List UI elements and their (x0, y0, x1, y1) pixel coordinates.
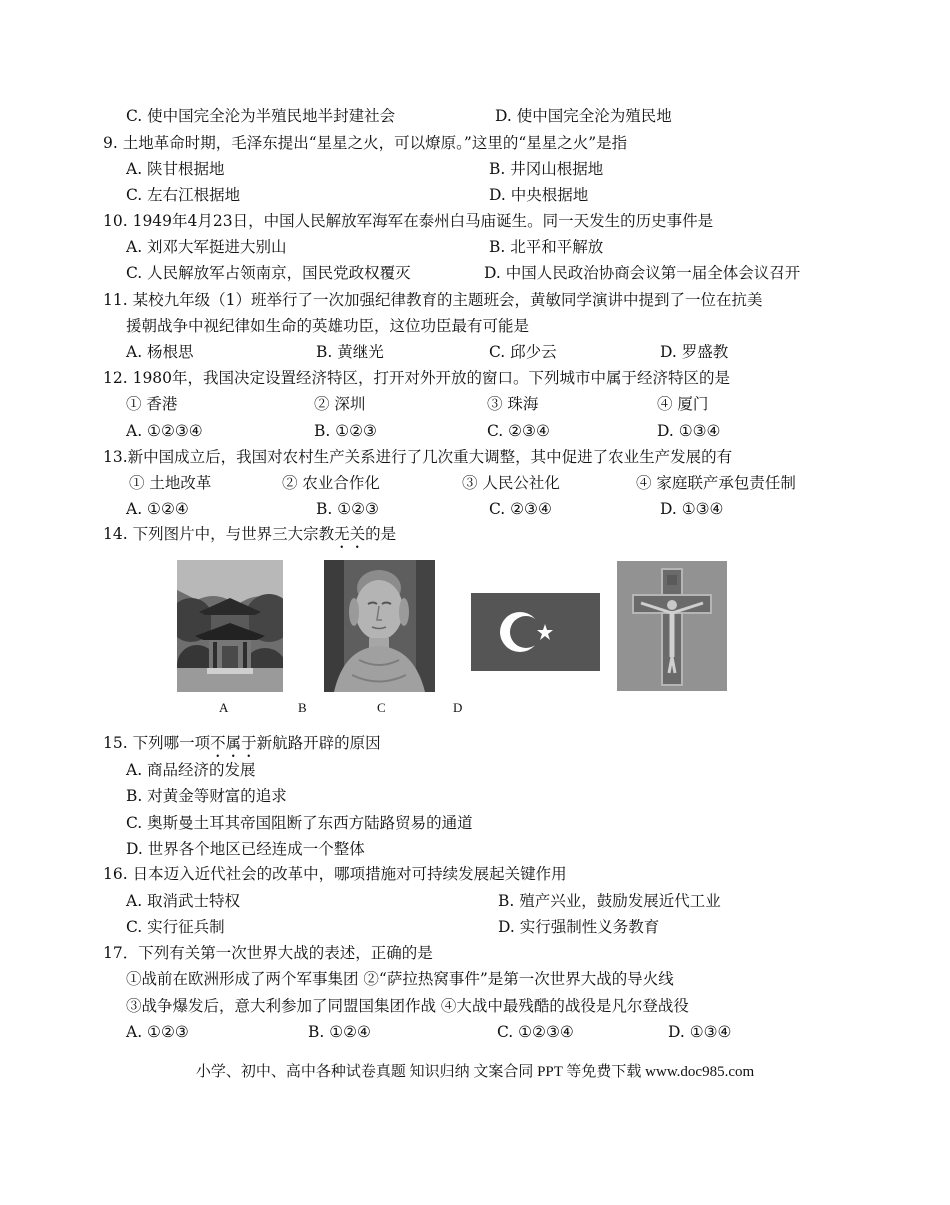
q13-item-3: ③ 人民公社化 (462, 474, 560, 492)
q10-stem: 10. 1949年4月23日，中国人民解放军海军在泰州白马庙诞生。同一天发生的历史事件是 (103, 212, 714, 230)
q17-option-c: C. ①②③④ (497, 1023, 574, 1041)
q9-option-b: B. 井冈山根据地 (489, 160, 604, 178)
q9-stem: 9. 土地革命时期，毛泽东提出“星星之火，可以燎原。”这里的“星星之火”是指 (103, 134, 628, 152)
q16-option-c: C. 实行征兵制 (126, 918, 225, 936)
q11-option-a: A. 杨根思 (126, 343, 194, 361)
q9-option-c: C. 左右江根据地 (126, 186, 241, 204)
q11-option-b: B. 黄继光 (316, 343, 384, 361)
q12-option-c: C. ②③④ (487, 422, 550, 440)
page-footer: 小学、初中、高中各种试卷真题 知识归纳 文案合同 PPT 等免费下载 www.doc985.com (195, 1064, 755, 1080)
q14-stem-post: 的是 (365, 525, 397, 543)
q16-option-b: B. 殖产兴业，鼓励发展近代工业 (498, 892, 721, 910)
q13-item-4: ④ 家庭联产承包责任制 (636, 474, 796, 492)
q15-option-b: B. 对黄金等财富的追求 (126, 787, 287, 805)
q12-item-4: ④ 厦门 (657, 395, 709, 413)
q9-option-d: D. 中央根据地 (489, 186, 589, 204)
q17-statements-2: ③战争爆发后，意大利参加了同盟国集团作战 ④大战中最残酷的战役是凡尔登战役 (126, 997, 689, 1015)
q13-option-c: C. ②③④ (489, 500, 552, 518)
q10-option-b: B. 北平和平解放 (489, 238, 604, 256)
q14-stem-pre: 14. 下列图片中，与世界三大宗教 (103, 525, 335, 543)
q14-caption-d: D (453, 700, 463, 715)
q10-option-a: A. 刘邓大军挺进大别山 (126, 238, 287, 256)
q17-option-b: B. ①②④ (308, 1023, 371, 1041)
q9-option-a: A. 陕甘根据地 (126, 160, 225, 178)
q15-option-c: C. 奥斯曼土耳其帝国阻断了东西方陆路贸易的通道 (126, 814, 473, 832)
q17-option-d: D. ①③④ (668, 1023, 732, 1041)
q13-option-b: B. ①②③ (316, 500, 379, 518)
q17-statements-1: ①战前在欧洲形成了两个军事集团 ②“萨拉热窝事件”是第一次世界大战的导火线 (126, 970, 674, 988)
q12-item-3: ③ 珠海 (487, 395, 539, 413)
q16-stem: 16. 日本迈入近代社会的改革中，哪项措施对可持续发展起关键作用 (103, 865, 567, 883)
q16-option-a: A. 取消武士特权 (126, 892, 241, 910)
q10-option-c: C. 人民解放军占领南京，国民党政权覆灭 (126, 264, 411, 282)
q12-option-a: A. ①②③④ (126, 422, 203, 440)
q8-option-d: D. 使中国完全沦为殖民地 (495, 107, 672, 125)
q13-item-2: ② 农业合作化 (282, 474, 380, 492)
q13-option-d: D. ①③④ (660, 500, 724, 518)
q17-stem: 17．下列有关第一次世界大战的表述，正确的是 (103, 944, 433, 962)
q12-option-d: D. ①③④ (657, 422, 721, 440)
crucifix-image (617, 561, 727, 691)
q14-caption-c: C (377, 700, 386, 715)
q15-stem-emphasis: 不属于 (210, 734, 257, 752)
temple-pavilion-image (177, 560, 283, 692)
q14-stem-emphasis: 无关 (334, 525, 366, 543)
q13-item-1: ① 土地改革 (129, 474, 212, 492)
q14-caption-b: B (298, 700, 307, 715)
q10-option-d: D. 中国人民政治协商会议第一届全体会议召开 (484, 264, 801, 282)
q11-stem-line2: 援朝战争中视纪律如生命的英雄功臣，这位功臣最有可能是 (126, 317, 530, 335)
q11-option-c: C. 邱少云 (489, 343, 557, 361)
q8-option-c: C. 使中国完全沦为半殖民地半封建社会 (126, 107, 396, 125)
crescent-star-flag-image (471, 593, 600, 671)
q15-option-a: A. 商品经济的发展 (126, 761, 256, 779)
q15-stem-post: 新航路开辟的原因 (256, 734, 381, 752)
q12-item-1: ① 香港 (126, 395, 178, 413)
q11-option-d: D. 罗盛教 (660, 343, 729, 361)
q15-stem-pre: 15. 下列哪一项 (103, 734, 211, 752)
q11-stem-line1: 11. 某校九年级（1）班举行了一次加强纪律教育的主题班会，黄敏同学演讲中提到了一位在抗美 (103, 291, 763, 309)
q15-stem (103, 733, 381, 761)
buddha-statue-image (324, 560, 435, 692)
q12-item-2: ② 深圳 (314, 395, 366, 413)
q14-caption-a: A (219, 700, 229, 715)
q12-stem: 12. 1980年，我国决定设置经济特区，打开对外开放的窗口。下列城市中属于经济特区的是 (103, 369, 731, 387)
q16-option-d: D. 实行强制性义务教育 (498, 918, 660, 936)
q14-stem (103, 524, 396, 552)
q17-option-a: A. ①②③ (126, 1023, 189, 1041)
q12-option-b: B. ①②③ (314, 422, 377, 440)
q15-option-d: D. 世界各个地区已经连成一个整体 (126, 840, 365, 858)
q13-stem: 13.新中国成立后，我国对农村生产关系进行了几次重大调整，其中促进了农业生产发展的有 (103, 448, 733, 466)
q13-option-a: A. ①②④ (126, 500, 189, 518)
